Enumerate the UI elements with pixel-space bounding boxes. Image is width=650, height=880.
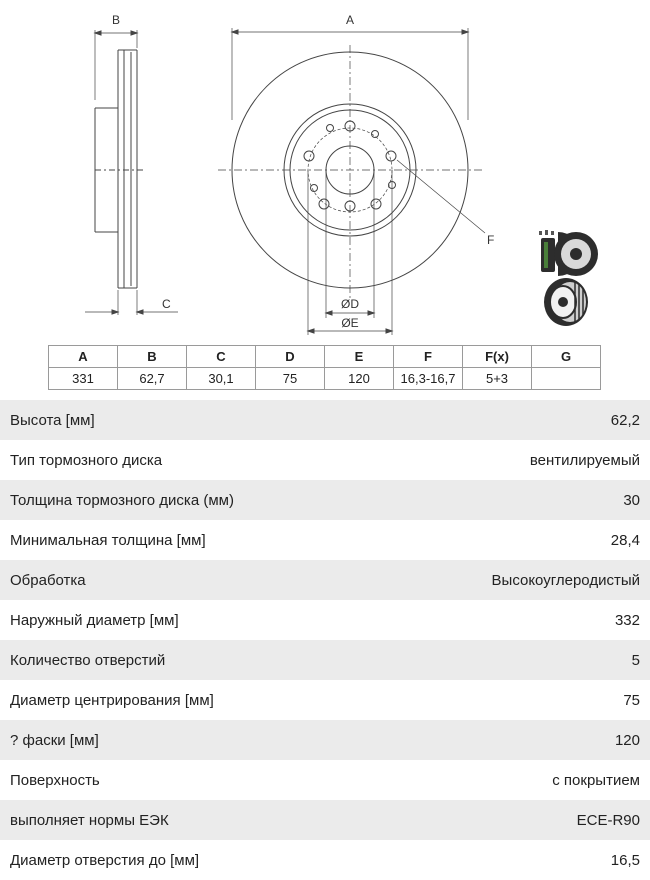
spec-row: [0, 760, 650, 800]
dim-header-a: A: [49, 346, 118, 368]
dim-header-b: B: [118, 346, 187, 368]
spec-value: вентилируемый: [529, 451, 640, 469]
dim-header-g: G: [532, 346, 601, 368]
dim-value-fx: 5+3: [463, 368, 532, 390]
spec-row: [0, 800, 650, 840]
spec-value: 16,5: [610, 851, 640, 869]
spec-value: 120: [614, 731, 640, 749]
dim-value-e: 120: [325, 368, 394, 390]
spec-label: Обработка: [10, 571, 86, 589]
dim-value-b: 62,7: [118, 368, 187, 390]
dimensions-header-row: [49, 346, 601, 368]
label-d: ØD: [341, 297, 359, 311]
spec-row: [0, 720, 650, 760]
spec-label: Количество отверстий: [10, 651, 166, 669]
spec-value: 30: [623, 491, 640, 509]
label-f: F: [487, 233, 495, 247]
dim-header-fx: F(x): [463, 346, 532, 368]
label-c: C: [162, 297, 171, 311]
label-a: A: [345, 13, 355, 27]
label-e: ØE: [341, 316, 359, 330]
dim-value-f: 16,3-16,7: [394, 368, 463, 390]
dim-value-d: 75: [256, 368, 325, 390]
spec-row: [0, 840, 650, 880]
specs-table: [0, 400, 650, 880]
spec-label: Поверхность: [10, 771, 100, 789]
dim-value-g: [532, 368, 601, 390]
spec-label: Толщина тормозного диска (мм): [10, 491, 234, 509]
spec-label: Высота [мм]: [10, 411, 95, 429]
spec-value: 332: [614, 611, 640, 629]
dimensions-value-row: [49, 368, 601, 390]
spec-value: 75: [623, 691, 640, 709]
spec-label: выполняет нормы ЕЭК: [10, 811, 169, 829]
spec-row: [0, 560, 650, 600]
spec-label: ? фаски [мм]: [10, 731, 99, 749]
spec-value: 62,2: [610, 411, 640, 429]
spec-label: Минимальная толщина [мм]: [10, 531, 206, 549]
spec-value: 5: [631, 651, 640, 669]
dim-value-c: 30,1: [187, 368, 256, 390]
label-b: B: [111, 13, 121, 27]
vented-disc-icon: [544, 278, 588, 326]
spec-row: [0, 680, 650, 720]
coated-disc-icon: [539, 230, 598, 276]
spec-row: [0, 400, 650, 440]
spec-row: [0, 640, 650, 680]
spec-row: [0, 440, 650, 480]
spec-row: [0, 520, 650, 560]
spec-label: Наружный диаметр [мм]: [10, 611, 179, 629]
spec-value: ECE-R90: [576, 811, 640, 829]
spec-label: Диаметр отверстия до [мм]: [10, 851, 200, 869]
spec-label: Диаметр центрирования [мм]: [10, 691, 214, 709]
spec-value: Высокоуглеродистый: [491, 571, 640, 589]
dim-header-e: E: [325, 346, 394, 368]
disc-front-view: [218, 45, 482, 300]
spec-value: с покрытием: [552, 771, 640, 789]
dim-value-a: 331: [49, 368, 118, 390]
dim-header-c: C: [187, 346, 256, 368]
spec-row: [0, 600, 650, 640]
brake-disc-drawing: [0, 0, 650, 345]
dimensions-table: [48, 345, 601, 390]
spec-label: Тип тормозного диска: [10, 451, 163, 469]
dim-header-f: F: [394, 346, 463, 368]
spec-value: 28,4: [610, 531, 640, 549]
dim-header-d: D: [256, 346, 325, 368]
disc-side-view: [95, 50, 145, 288]
spec-row: [0, 480, 650, 520]
